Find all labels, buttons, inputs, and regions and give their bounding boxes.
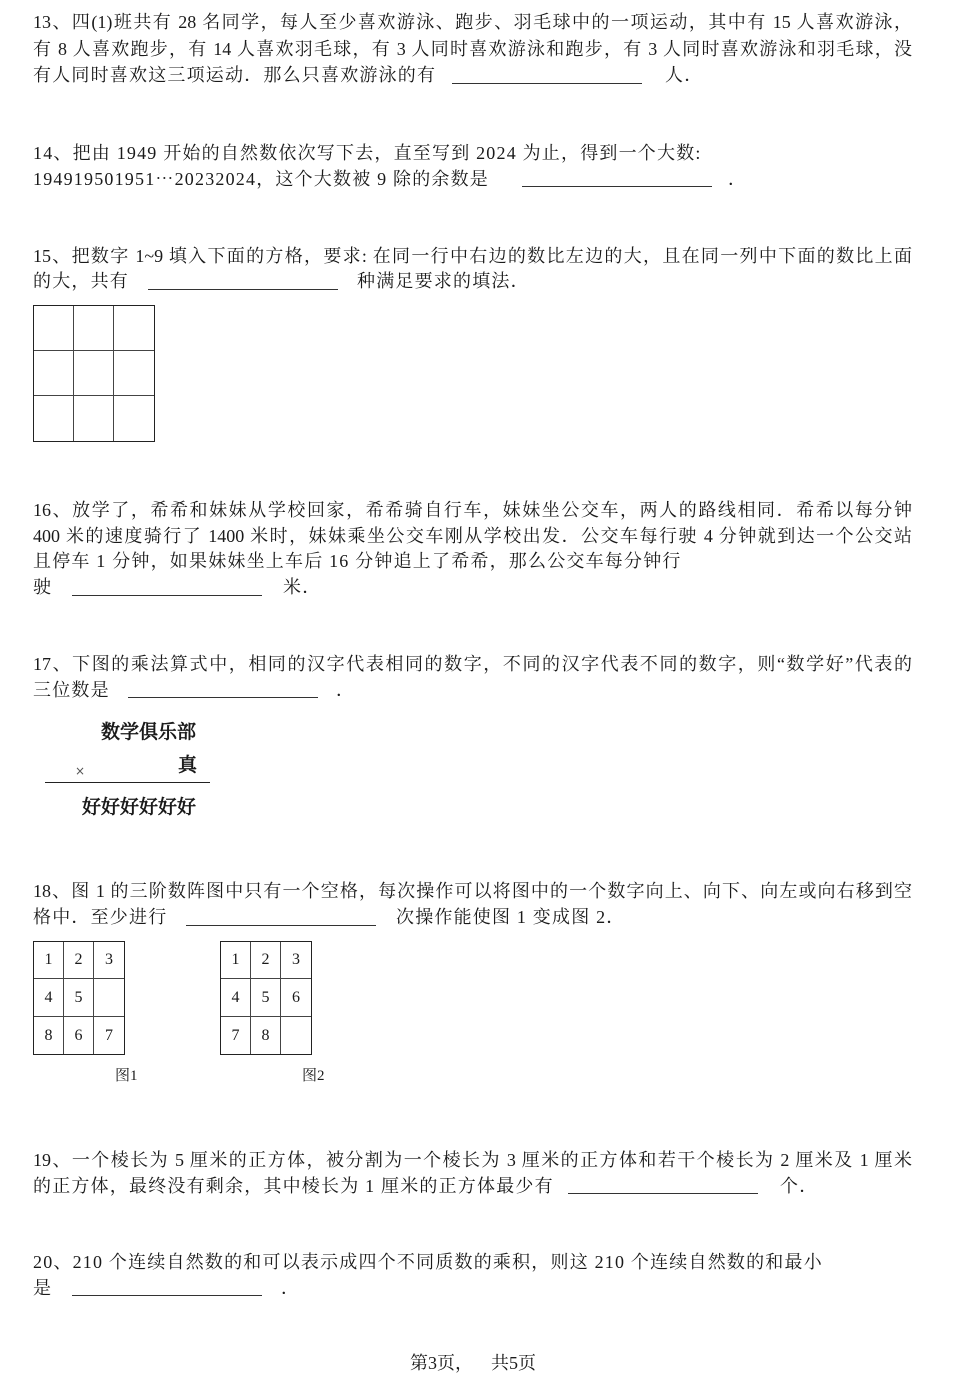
grid-cell: 7 [105,1026,113,1044]
answer-blank [72,595,262,596]
multiplicand: 数学俱乐部 [101,722,197,743]
question-text-line: 的正方体，最终没有剩余，其中棱长为 1 厘米的正方体最少有 [33,1176,554,1196]
question-text-line: 是 [33,1278,53,1298]
question-text-line: 有 8 人喜欢跑步，有 14 人喜欢羽毛球，有 3 人同时喜欢游泳和跑步，有 3 人同时喜欢游泳和羽毛球，没 [33,39,912,59]
page-number: 第3页， [410,1353,473,1373]
grid-cell: 8 [34,1017,64,1054]
grid-cell [114,396,154,441]
answer-blank [148,289,338,290]
grid-cell: 5 [251,979,281,1017]
grid-cell [74,396,114,441]
question-text-line: 19、一个棱长为 5 厘米的正方体，被分割为一个棱长为 3 厘米的正方体和若干个棱长为 2 厘米及 1 厘米 [33,1150,912,1170]
question-text-suffix: ． [728,169,748,189]
grid-cell: 1 [221,942,251,979]
question-text-suffix: 次操作能使图 1 变成图 2． [396,907,626,927]
grid-cell: 3 [281,942,311,979]
answer-blank [452,83,642,84]
question-text-suffix: ． [281,1278,301,1298]
question-text-suffix: 种满足要求的填法． [357,271,530,291]
figure-caption: 图1 [115,1068,138,1084]
empty-3x3-grid [33,305,155,442]
figure-caption: 图2 [302,1068,325,1084]
grid-cell [74,306,114,351]
question-text-line: 194919501951⋯20232024，这个大数被 9 除的余数是 [33,169,489,189]
multiply-sign: × [75,764,86,778]
answer-blank [522,186,712,187]
question-text-line: 格中．至少进行 [33,907,168,927]
question-text-suffix: 米． [283,577,322,597]
grid-cell [114,306,154,351]
grid-cell: 6 [64,1017,94,1054]
number-grid-figure-2 [220,941,312,1055]
grid-cell [114,351,154,396]
question-text-line: 18、图 1 的三阶数阵图中只有一个空格，每次操作可以将图中的一个数字向上、向下、向左或向右移到空 [33,881,912,901]
question-text-suffix: 个． [780,1176,819,1196]
grid-cell [34,396,74,441]
question-text-line: 15、把数字 1~9 填入下面的方格，要求: 在同一行中右边的数比左边的大，且在同一列中下面的数比上面 [33,246,912,266]
number-grid-figure-1 [33,941,125,1055]
grid-cell: 5 [64,979,94,1017]
question-text-suffix: ． [336,680,356,700]
grid-cell: 4 [221,979,251,1017]
question-text-line: 14、把由 1949 开始的自然数依次写下去，直至写到 2024 为止，得到一个大数: [33,143,702,163]
question-text-line: 16、放学了，希希和妹妹从学校回家，希希骑自行车，妹妹坐公交车，两人的路线相同．希希以每分钟 [33,500,912,520]
question-text-line: 且停车 1 分钟，如果妹妹坐上车后 16 分钟追上了希希，那么公交车每分钟行 [33,551,682,571]
answer-blank [186,925,376,926]
question-text-line: 13、四(1)班共有 28 名同学，每人至少喜欢游泳、跑步、羽毛球中的一项运动，其中有 15 人喜欢游泳， [33,12,912,32]
grid-cell [34,306,74,351]
grid-cell [94,979,124,1017]
product: 好好好好好好 [82,797,197,818]
multiplier: 真 [178,755,198,776]
grid-cell: 2 [251,942,281,979]
answer-blank [568,1193,758,1194]
product-rule [45,782,210,783]
page-total: 共5页 [491,1353,536,1373]
grid-cell: 4 [34,979,64,1017]
grid-cell [34,351,74,396]
grid-cell: 6 [281,979,311,1017]
grid-cell [281,1017,311,1054]
question-text-line: 的大，共有 [33,271,129,291]
question-text-line: 三位数是 [33,680,110,700]
grid-cell: 3 [94,942,124,979]
question-text-line: 17、下图的乘法算式中，相同的汉字代表相同的数字，不同的汉字代表不同的数字，则“数学好”代表的 [33,654,912,674]
question-text-line: 驶 [33,577,53,597]
grid-cell: 2 [64,942,94,979]
grid-cell: 7 [221,1017,251,1054]
question-text-line: 400 米的速度骑行了 1400 米时，妹妹乘坐公交车刚从学校出发．公交车每行驶 4 分钟就到达一个公交站 [33,526,912,546]
question-text-suffix: 人． [665,65,704,85]
grid-cell [74,351,114,396]
question-text-line: 有人同时喜欢这三项运动．那么只喜欢游泳的有 [33,65,437,85]
question-text-line: 20、210 个连续自然数的和可以表示成四个不同质数的乘积，则这 210 个连续自然数的和最小 [33,1252,823,1272]
grid-cell: 8 [251,1017,281,1054]
grid-cell: 1 [34,942,64,979]
answer-blank [72,1295,262,1296]
answer-blank [128,697,318,698]
